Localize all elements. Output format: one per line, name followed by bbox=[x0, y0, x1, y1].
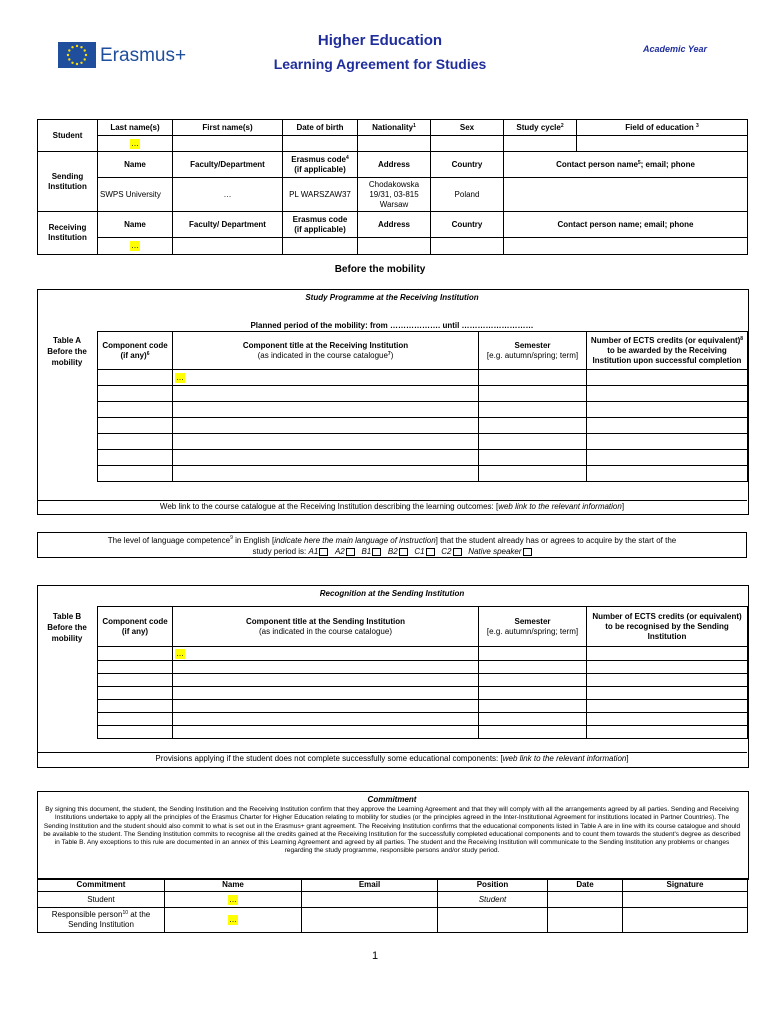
table-a-row-1-semester[interactable] bbox=[479, 370, 587, 386]
sending-col-country: Country bbox=[431, 152, 504, 178]
table-row bbox=[98, 450, 748, 466]
table-a-row-1-title[interactable]: … bbox=[173, 370, 479, 386]
field-of-education-field[interactable] bbox=[577, 136, 748, 152]
receiving-col-country: Country bbox=[431, 212, 504, 238]
academic-year-label: Academic Year bbox=[642, 44, 708, 54]
table-row bbox=[98, 386, 748, 402]
date-of-birth-field[interactable] bbox=[283, 136, 358, 152]
level-c1-label: C1 bbox=[414, 547, 425, 556]
receiving-faculty-value[interactable] bbox=[173, 238, 283, 255]
level-native-label: Native speaker bbox=[468, 547, 522, 556]
receiving-col-name: Name bbox=[98, 212, 173, 238]
sending-col-erasmus-code: Erasmus code$^4$ (if applicable) bbox=[283, 152, 358, 178]
table-a bbox=[97, 331, 748, 482]
table-row bbox=[98, 402, 748, 418]
col-nationality: Nationality$^1$ bbox=[358, 120, 431, 136]
sig-student-signature[interactable] bbox=[623, 892, 748, 908]
col-date-of-birth: Date of birth bbox=[283, 120, 358, 136]
table-a-row-1-code[interactable] bbox=[98, 370, 173, 386]
receiving-col-faculty: Faculty/ Department bbox=[173, 212, 283, 238]
sending-code-value[interactable]: PL WARSZAW37 bbox=[283, 178, 358, 212]
table-b-side-label: Table B Before the mobility bbox=[47, 612, 87, 643]
study-cycle-field[interactable] bbox=[504, 136, 577, 152]
logo-text: Erasmus+ bbox=[100, 45, 187, 66]
sig-col-date: Date bbox=[548, 879, 623, 892]
table-row bbox=[98, 726, 748, 739]
table-b-col-semester: Semester [e.g. autumn/spring; term] bbox=[479, 607, 587, 647]
col-sex: Sex bbox=[431, 120, 504, 136]
sig-row-student-label: Student bbox=[38, 892, 165, 908]
sig-col-position: Position bbox=[438, 879, 548, 892]
sig-student-position[interactable]: Student bbox=[438, 892, 548, 908]
table-b bbox=[97, 606, 748, 739]
sending-row-label: Sending Institution bbox=[38, 152, 98, 212]
sig-responsible-name[interactable]: … bbox=[165, 908, 302, 933]
before-mobility-heading: Before the mobility bbox=[334, 264, 426, 275]
level-b1-label: B1 bbox=[361, 547, 372, 556]
receiving-address-value[interactable] bbox=[358, 238, 431, 255]
sending-contact-value[interactable] bbox=[504, 178, 748, 212]
table-row bbox=[98, 661, 748, 674]
table-a-title: Study Programme at the Receiving Institution bbox=[305, 293, 479, 302]
last-name-field[interactable]: … bbox=[98, 136, 173, 152]
page-number: 1 bbox=[371, 950, 379, 962]
level-b2-checkbox[interactable] bbox=[399, 548, 408, 556]
sending-country-value[interactable]: Poland bbox=[431, 178, 504, 212]
sig-responsible-email[interactable] bbox=[302, 908, 438, 933]
sending-col-address: Address bbox=[358, 152, 431, 178]
table-b-title: Recognition at the Sending Institution bbox=[319, 589, 465, 598]
table-b-footer-link[interactable]: web link to the relevant information bbox=[502, 754, 627, 763]
level-native-checkbox[interactable] bbox=[523, 548, 532, 556]
table-b-row-1-semester[interactable] bbox=[479, 647, 587, 661]
table-row bbox=[98, 687, 748, 700]
table-b-row-1-ects[interactable] bbox=[587, 647, 748, 661]
student-row-label: Student bbox=[38, 120, 98, 152]
receiving-country-value[interactable] bbox=[431, 238, 504, 255]
level-a1-label: A1 bbox=[308, 547, 319, 556]
eu-flag-icon bbox=[58, 42, 96, 68]
sig-responsible-date[interactable] bbox=[548, 908, 623, 933]
table-b-row-1-code[interactable] bbox=[98, 647, 173, 661]
receiving-col-erasmus-code: Erasmus code (if applicable) bbox=[283, 212, 358, 238]
table-a-footer: Web link to the course catalogue at the Receiving Institution describing the learning outcomes: [web link to the relevant information] bbox=[37, 500, 747, 514]
sig-row-responsible-label: Responsible person$^{10}$ at the Sending Institution bbox=[38, 908, 165, 933]
level-b1-checkbox[interactable] bbox=[372, 548, 381, 556]
receiving-col-address: Address bbox=[358, 212, 431, 238]
table-a-col-title: Component title at the Receiving Institution (as indicated in the course catalogue$^7$) bbox=[173, 332, 479, 370]
table-a-period: Planned period of the mobility: from ………………. until ……………………… bbox=[250, 321, 534, 330]
table-b-col-code: Component code (if any) bbox=[98, 607, 173, 647]
table-row bbox=[98, 700, 748, 713]
receiving-contact-value[interactable] bbox=[504, 238, 748, 255]
sig-col-signature: Signature bbox=[623, 879, 748, 892]
receiving-col-contact: Contact person name; email; phone bbox=[504, 212, 748, 238]
col-study-cycle: Study cycle$^2$ bbox=[504, 120, 577, 136]
table-b-row-1-title[interactable]: … bbox=[173, 647, 479, 661]
sig-student-email[interactable] bbox=[302, 892, 438, 908]
col-field-of-education: Field of education $^3$ bbox=[577, 120, 748, 136]
student-institution-table bbox=[37, 119, 748, 255]
sending-col-faculty: Faculty/Department bbox=[173, 152, 283, 178]
sig-student-name[interactable]: … bbox=[165, 892, 302, 908]
level-a1-checkbox[interactable] bbox=[319, 548, 328, 556]
commitment-body: By signing this document, the student, the Sending Institution and the Receiving Institution confirm that they approve the Learning Agreement and that they will comply with all the arrangements agreed by all parties. Sending and Receiving Institutions undertake to apply all the principles of the Erasmus Charter for Higher Education relating to mobility for studies (or the principles agreed in the Inter-Institutional Agreement for institutions located in Partner Countries). The Sending Institution and the student should also commit to what is set out in the Erasmus+ grant agreement. The Receiving Institution confirms that the educational components listed in Table A are in line with its course catalogue and should be available to the student. The Sending Institution commits to recognise all the credits gained at the Receiving Institution for the successfully completed educational components and to count them towards the student's degree as described in Table B. Any exceptions to this rule are documented in an annex of this Learning Agreement and agreed by all parties. The student and the Receiving Institution will communicate to the Sending Institution any problems or changes regarding the study programme, responsible persons and/or study period. bbox=[43, 806, 741, 855]
title-line-1: Higher Education bbox=[317, 32, 443, 49]
sending-address-value[interactable]: Chodakowska 19/31, 03-815 Warsaw bbox=[358, 178, 431, 212]
table-a-col-ects: Number of ECTS credits (or equivalent)$^8$ to be awarded by the Receiving Institution upon successful completion bbox=[587, 332, 748, 370]
sig-col-commitment: Commitment bbox=[38, 879, 165, 892]
table-row bbox=[98, 674, 748, 687]
table-row bbox=[98, 434, 748, 450]
sig-col-name: Name bbox=[165, 879, 302, 892]
first-name-field[interactable] bbox=[173, 136, 283, 152]
receiving-name-value[interactable]: … bbox=[98, 238, 173, 255]
level-c2-label: C2 bbox=[441, 547, 452, 556]
table-row bbox=[98, 418, 748, 434]
title-line-2: Learning Agreement for Studies bbox=[273, 56, 487, 72]
table-a-col-semester: Semester [e.g. autumn/spring; term] bbox=[479, 332, 587, 370]
sig-responsible-position[interactable] bbox=[438, 908, 548, 933]
sex-field[interactable] bbox=[431, 136, 504, 152]
table-b-col-title: Component title at the Sending Institution (as indicated in the course catalogue) bbox=[173, 607, 479, 647]
sig-col-email: Email bbox=[302, 879, 438, 892]
receiving-code-value[interactable] bbox=[283, 238, 358, 255]
table-a-col-code: Component code (if any)$^6$ bbox=[98, 332, 173, 370]
sending-col-contact: Contact person name$^5$; email; phone bbox=[504, 152, 748, 178]
table-a-footer-link[interactable]: web link to the relevant information bbox=[498, 502, 622, 511]
col-last-name: Last name(s) bbox=[98, 120, 173, 136]
table-a-side-label: Table A Before the mobility bbox=[47, 336, 87, 367]
sig-responsible-signature[interactable] bbox=[623, 908, 748, 933]
sending-faculty-value[interactable]: … bbox=[173, 178, 283, 212]
table-a-row-1-ects[interactable] bbox=[587, 370, 748, 386]
erasmus-logo bbox=[58, 42, 198, 70]
sending-col-name: Name bbox=[98, 152, 173, 178]
level-c1-checkbox[interactable] bbox=[426, 548, 435, 556]
sending-name-value[interactable]: SWPS University bbox=[98, 178, 173, 212]
table-row bbox=[98, 713, 748, 726]
table-b-footer: Provisions applying if the student does not complete successfully some educational components: [web link to the relevant information] bbox=[37, 752, 747, 767]
table-b-col-ects: Number of ECTS credits (or equivalent) to be recognised by the Sending Institution bbox=[587, 607, 748, 647]
level-a2-checkbox[interactable] bbox=[346, 548, 355, 556]
nationality-field[interactable] bbox=[358, 136, 431, 152]
language-box: The level of language competence$^9$ in English [indicate here the main language of instruction] that the student already has or agrees to acquire by the start of the study period is: A1 A2 B1 B2 C1 C2 Native speaker bbox=[37, 532, 747, 558]
level-a2-label: A2 bbox=[334, 547, 345, 556]
signature-table bbox=[37, 878, 748, 933]
level-b2-label: B2 bbox=[387, 547, 398, 556]
col-first-name: First name(s) bbox=[173, 120, 283, 136]
level-c2-checkbox[interactable] bbox=[453, 548, 462, 556]
receiving-row-label: Receiving Institution bbox=[38, 212, 98, 255]
table-row bbox=[98, 466, 748, 482]
sig-student-date[interactable] bbox=[548, 892, 623, 908]
commitment-title: Commitment bbox=[367, 795, 417, 804]
